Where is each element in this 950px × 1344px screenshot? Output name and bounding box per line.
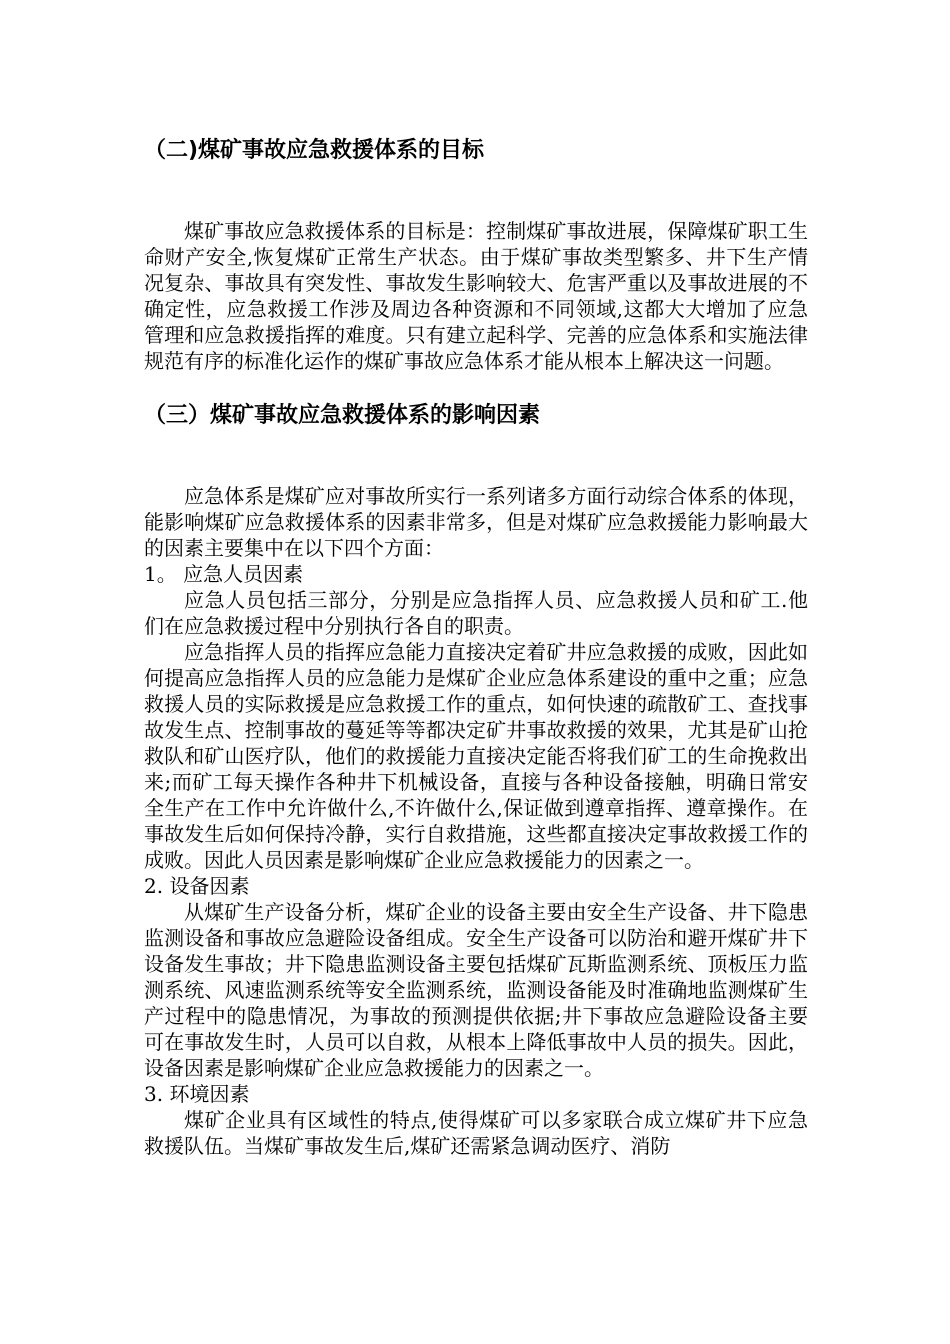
- item-label-equipment: 2. 设备因素: [144, 874, 250, 898]
- spacer: [144, 431, 808, 483]
- section-heading-goals: （二)煤矿事故应急救援体系的目标: [144, 138, 485, 163]
- personnel-paragraph-1: 应急人员包括三部分，分别是应急指挥人员、应急救援人员和矿工.他们在应急救援过程中分别执行各自的职责。: [144, 588, 808, 638]
- spacer: [144, 166, 808, 218]
- item-label-personnel: 1。 应急人员因素: [144, 562, 304, 586]
- personnel-paragraph-2: 应急指挥人员的指挥应急能力直接决定着矿井应急救援的成败，因此如何提高应急指挥人员的应急能力是煤矿企业应急体系建设的重中之重；应急救援人员的实际救援是应急救援工作的重点，如何快速的疏散矿工、查找事故发生点、控制事故的蔓延等等都决定矿井事故救援的效果，尤其是矿山抢救队和矿山医疗队，他们的救援能力直接决定能否将我们矿工的生命挽救出来;而矿工每天操作各种井下机械设备，直接与各种设备接触，明确日常安全生产在工作中允许做什么,不许做什么,保证做到遵章指挥、遵章操作。在事故发生后如何保持冷静，实行自救措施，这些都直接决定事故救援工作的成败。因此人员因素是影响煤矿企业应急救援能力的因素之一。: [144, 640, 808, 872]
- document-body: [144, 128, 808, 1159]
- goals-paragraph: 煤矿事故应急救援体系的目标是：控制煤矿事故进展，保障煤矿职工生命财产安全,恢复煤矿正常生产状态。由于煤矿事故类型繁多、井下生产情况复杂、事故具有突发性、事故发生影响较大、危害严重以及事故进展的不确定性，应急救援工作涉及周边各种资源和不同领域,这都大大增加了应急管理和应急救援指挥的难度。只有建立起科学、完善的应急体系和实施法律规范有序的标准化运作的煤矿事故应急体系才能从根本上解决这一问题。: [144, 219, 808, 373]
- environment-paragraph: 煤矿企业具有区域性的特点,使得煤矿可以多家联合成立煤矿井下应急救援队伍。当煤矿事故发生后,煤矿还需紧急调动医疗、消防: [144, 1108, 808, 1158]
- factors-intro-paragraph: 应急体系是煤矿应对事故所实行一系列诸多方面行动综合体系的体现，能影响煤矿应急救援体系的因素非常多，但是对煤矿应急救援能力影响最大的因素主要集中在以下四个方面：: [144, 484, 808, 560]
- item-label-environment: 3. 环境因素: [144, 1082, 250, 1106]
- section-heading-factors: （三）煤矿事故应急救援体系的影响因素: [144, 403, 541, 428]
- equipment-paragraph: 从煤矿生产设备分析，煤矿企业的设备主要由安全生产设备、井下隐患监测设备和事故应急避险设备组成。安全生产设备可以防治和避开煤矿井下设备发生事故；井下隐患监测设备主要包括煤矿瓦斯监测系统、顶板压力监测系统、风速监测系统等安全监测系统，监测设备能及时准确地监测煤矿生产过程中的隐患情况，为事故的预测提供依据;井下事故应急避险设备主要可在事故发生时，人员可以自救，从根本上降低事故中人员的损失。因此，设备因素是影响煤矿企业应急救援能力的因素之一。: [144, 900, 808, 1080]
